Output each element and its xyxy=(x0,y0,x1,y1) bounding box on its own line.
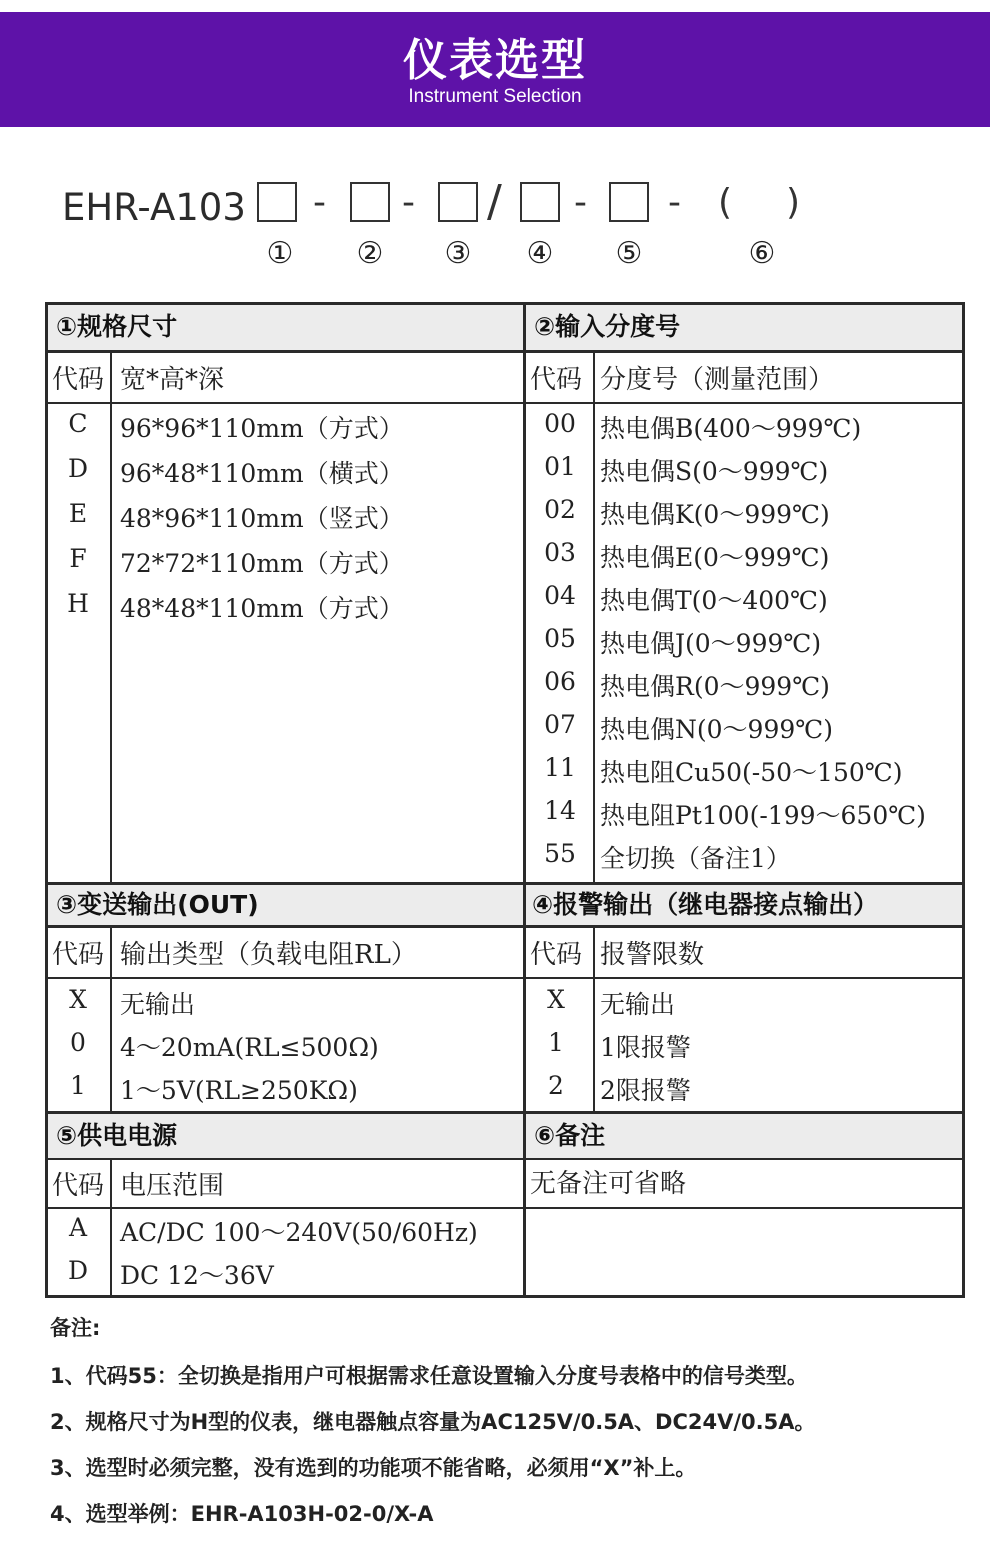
input-row-desc: 热电偶N(0～999℃) xyxy=(600,715,833,744)
note-2: 2、规格尺寸为H型的仪表，继电器触点容量为AC125V/0.5A、DC24V/0.5A。 xyxy=(50,1410,816,1434)
note-4: 4、选型举例：EHR-A103H-02-0/X-A xyxy=(50,1502,434,1526)
input-row-code: 02 xyxy=(544,495,576,524)
alarm-row-desc: 1限报警 xyxy=(600,1033,691,1062)
input-row-desc: 热电偶T(0～400℃) xyxy=(600,586,828,615)
number-6: ⑥ xyxy=(748,236,776,271)
number-2: ② xyxy=(356,236,384,271)
input-row-code: 01 xyxy=(544,452,576,481)
divider xyxy=(48,925,962,928)
separator-2: - xyxy=(402,182,415,223)
header-banner xyxy=(0,12,990,127)
output-row-code: 1 xyxy=(70,1071,86,1100)
page-subtitle: Instrument Selection xyxy=(408,86,582,107)
number-3: ③ xyxy=(444,236,472,271)
output-row-code: X xyxy=(69,985,87,1014)
input-row-code: 06 xyxy=(544,667,576,696)
separator-3: / xyxy=(487,176,502,227)
section-4-title: ④报警输出（继电器接点输出） xyxy=(526,885,962,925)
divider xyxy=(48,1207,962,1209)
selection-table xyxy=(45,302,965,1298)
size-row-code: F xyxy=(69,544,87,573)
input-row-desc: 热电偶B(400～999℃) xyxy=(600,414,862,443)
input-row-desc: 热电阻Pt100(-199～650℃) xyxy=(600,801,926,830)
number-4: ④ xyxy=(526,236,554,271)
s1-col-code: 代码 xyxy=(52,365,105,395)
power-row-code: A xyxy=(68,1213,88,1242)
slot-5 xyxy=(609,182,649,222)
note-3: 3、选型时必须完整，没有选到的功能项不能省略，必须用“X”补上。 xyxy=(50,1456,697,1480)
alarm-row-code: 1 xyxy=(548,1028,564,1057)
size-row-desc: 72*72*110mm（方式） xyxy=(120,549,404,578)
size-row-desc: 48*48*110mm（方式） xyxy=(120,594,404,623)
divider xyxy=(110,350,112,882)
divider xyxy=(593,925,595,1111)
s3-col-code: 代码 xyxy=(52,940,105,970)
size-row-code: E xyxy=(68,499,88,528)
s2-col-desc: 分度号（测量范围） xyxy=(600,365,835,395)
size-row-code: C xyxy=(68,409,88,438)
paren-close: ) xyxy=(786,182,801,223)
input-row-desc: 热电偶S(0～999℃) xyxy=(600,457,829,486)
input-row-code: 03 xyxy=(544,538,576,567)
paren-open: ( xyxy=(718,182,733,223)
page-title: 仪表选型 xyxy=(403,35,587,86)
s5-col-desc: 电压范围 xyxy=(120,1171,225,1201)
section-2-title: ②输入分度号 xyxy=(526,305,962,350)
size-row-code: D xyxy=(67,454,89,483)
slot-4 xyxy=(520,182,560,222)
output-row-desc: 4～20mA(RL≤500Ω) xyxy=(120,1033,379,1062)
model-prefix: EHR-A103 xyxy=(62,186,246,229)
power-row-code: D xyxy=(67,1256,89,1285)
alarm-row-desc: 2限报警 xyxy=(600,1076,691,1105)
output-row-desc: 1～5V(RL≥250KΩ) xyxy=(120,1076,358,1105)
divider xyxy=(593,350,595,882)
separator-5: - xyxy=(668,182,681,223)
power-row-desc: DC 12～36V xyxy=(120,1261,274,1290)
alarm-row-desc: 无输出 xyxy=(600,990,676,1019)
separator-1: - xyxy=(313,182,326,223)
divider xyxy=(48,1158,962,1160)
input-row-desc: 热电偶R(0～999℃) xyxy=(600,672,830,701)
notes-heading: 备注: xyxy=(50,1316,101,1340)
input-row-desc: 热电阻Cu50(-50～150℃) xyxy=(600,758,903,787)
section-1-title: ①规格尺寸 xyxy=(48,305,523,350)
input-row-desc: 热电偶K(0～999℃) xyxy=(600,500,830,529)
power-row-desc: AC/DC 100～240V(50/60Hz) xyxy=(120,1218,478,1247)
input-row-desc: 热电偶E(0～999℃) xyxy=(600,543,830,572)
divider xyxy=(110,925,112,1111)
input-row-desc: 全切换（备注1） xyxy=(600,844,791,873)
alarm-row-code: 2 xyxy=(548,1071,564,1100)
s4-col-desc: 报警限数 xyxy=(600,940,705,970)
input-row-code: 14 xyxy=(544,796,576,825)
slot-2 xyxy=(350,182,390,222)
output-row-code: 0 xyxy=(70,1028,86,1057)
s1-col-desc: 宽*高*深 xyxy=(120,365,225,395)
note-1: 1、代码55：全切换是指用户可根据需求任意设置输入分度号表格中的信号类型。 xyxy=(50,1364,808,1388)
s6-desc: 无备注可省略 xyxy=(530,1169,687,1199)
input-row-code: 05 xyxy=(544,624,576,653)
size-row-desc: 96*96*110mm（方式） xyxy=(120,414,404,443)
s4-col-code: 代码 xyxy=(530,940,583,970)
divider xyxy=(48,977,962,979)
output-row-desc: 无输出 xyxy=(120,990,196,1019)
slot-1 xyxy=(257,182,297,222)
alarm-row-code: X xyxy=(547,985,565,1014)
section-5-title: ⑤供电电源 xyxy=(48,1114,523,1158)
size-row-code: H xyxy=(67,589,89,618)
s3-col-desc: 输出类型（负载电阻RL） xyxy=(120,940,417,970)
section-6-title: ⑥备注 xyxy=(526,1114,962,1158)
input-row-code: 04 xyxy=(544,581,576,610)
divider xyxy=(48,350,962,353)
input-row-code: 07 xyxy=(544,710,576,739)
input-row-code: 00 xyxy=(544,409,576,438)
number-5: ⑤ xyxy=(615,236,643,271)
size-row-desc: 48*96*110mm（竖式） xyxy=(120,504,404,533)
slot-3 xyxy=(438,182,478,222)
section-3-title: ③变送输出(OUT) xyxy=(48,885,523,925)
divider xyxy=(110,1160,112,1295)
input-row-code: 11 xyxy=(544,753,576,782)
size-row-desc: 96*48*110mm（横式） xyxy=(120,459,404,488)
s2-col-code: 代码 xyxy=(530,365,583,395)
input-row-code: 55 xyxy=(544,839,576,868)
input-row-desc: 热电偶J(0～999℃) xyxy=(600,629,822,658)
s5-col-code: 代码 xyxy=(52,1171,105,1201)
number-1: ① xyxy=(266,236,294,271)
divider xyxy=(48,402,962,404)
separator-4: - xyxy=(574,182,587,223)
